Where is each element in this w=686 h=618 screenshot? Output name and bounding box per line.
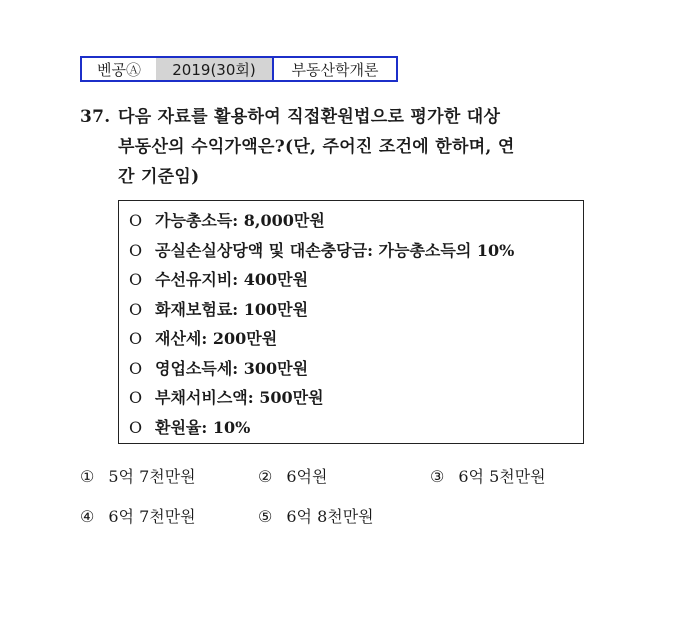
bullet-icon: O [129,329,143,348]
answer-choices [80,462,640,542]
question-line: 간 기준임) [118,167,200,187]
choice-1[interactable] [80,462,196,492]
bullet-icon: O [129,388,143,407]
choice-row [80,462,640,502]
bullet-icon: O [129,417,143,437]
exam-tag-bar [80,56,398,82]
choice-number: ② [258,467,273,486]
subject-tag: 부동산학개론 [272,58,396,80]
choice-text: 6억 5천만원 [458,467,546,486]
bullet-icon: O [129,211,143,230]
exam-year-tag: 2019(30회) [156,58,272,80]
condition-item [129,295,583,325]
condition-item [129,413,583,443]
bullet-icon: O [129,299,143,319]
choice-number: ③ [430,467,445,486]
condition-text: 화재보험료: 100만원 [155,299,309,319]
exam-source-tag: 벤공Ⓐ [82,58,156,80]
condition-item [129,206,583,236]
condition-item [129,324,583,354]
choice-number: ④ [80,507,95,526]
condition-item [129,236,583,266]
choice-3[interactable] [430,462,546,492]
condition-text: 공실손실상당액 및 대손충당금: 가능총소득의 10% [155,240,515,260]
choice-4[interactable] [80,502,196,532]
choice-text: 6억 7천만원 [108,507,196,526]
choice-text: 5억 7천만원 [108,467,196,486]
condition-text: 수선유지비: 400만원 [155,270,309,289]
condition-text: 영업소득세: 300만원 [155,358,309,378]
question-stem [80,102,600,192]
condition-item [129,265,583,295]
condition-text: 재산세: 200만원 [155,329,278,348]
choice-5[interactable] [258,502,374,532]
question-line: 부동산의 수익가액은?(단, 주어진 조건에 한하며, 연 [118,137,515,157]
conditions-box [118,200,584,444]
condition-item [129,354,583,384]
condition-item [129,383,583,413]
choice-2[interactable] [258,462,327,492]
bullet-icon: O [129,270,143,289]
bullet-icon: O [129,240,143,260]
choice-text: 6억 8천만원 [286,507,374,526]
question-text: 다음 자료를 활용하여 직접환원법으로 평가한 대상 [118,107,501,127]
choice-number: ⑤ [258,507,273,526]
choice-text: 6억원 [286,467,328,486]
condition-text: 환원율: 10% [155,417,251,437]
question-number: 37. [80,107,111,127]
question-line [80,102,600,132]
choice-row [80,502,640,542]
bullet-icon: O [129,358,143,378]
condition-text: 가능총소득: 8,000만원 [155,211,325,230]
choice-number: ① [80,467,95,486]
condition-text: 부채서비스액: 500만원 [155,388,324,407]
